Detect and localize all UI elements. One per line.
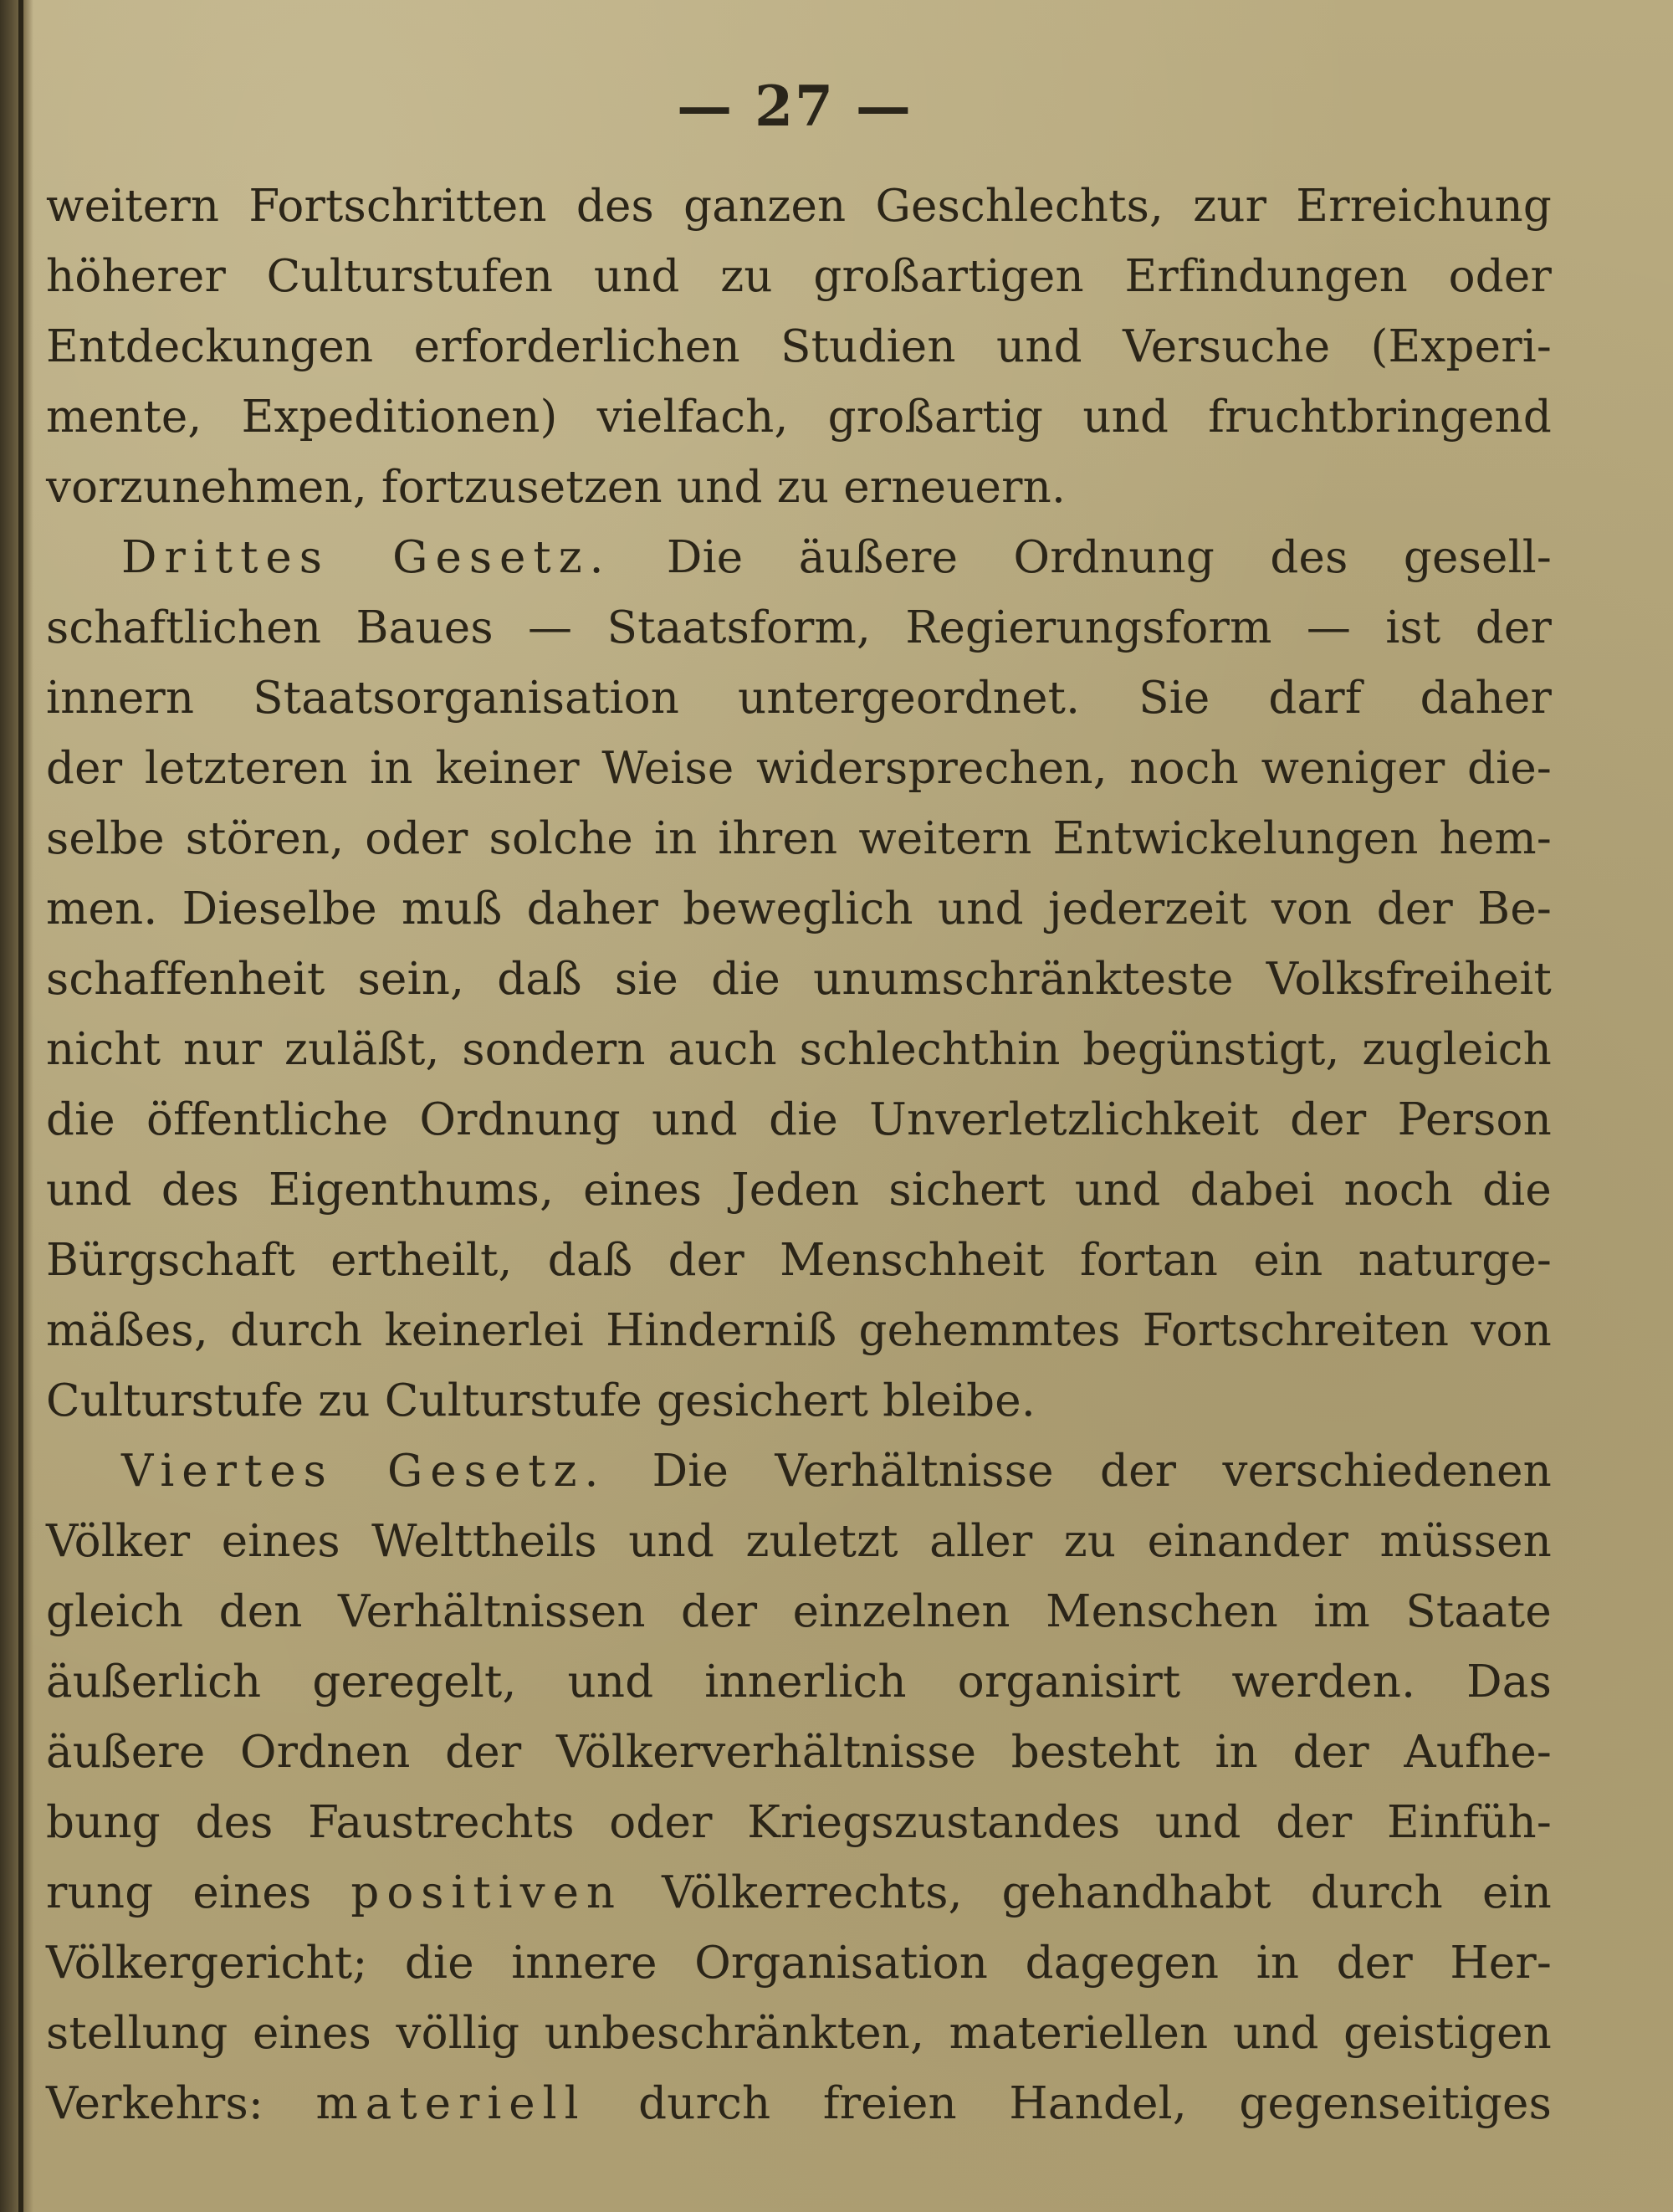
section-heading-line: Drittes Gesetz. Die äußere Ordnung des gesell- bbox=[121, 532, 1552, 583]
text-line: innern Staatsorganisation untergeordnet. Sie darf daher bbox=[46, 673, 1552, 724]
text-line: men. Dieselbe muß daher beweglich und jederzeit von der Be- bbox=[46, 883, 1552, 934]
text-line: stellung eines völlig unbeschränkten, materiellen und geistigen bbox=[46, 2008, 1552, 2059]
text-line: und des Eigenthums, eines Jeden sichert und dabei noch die bbox=[46, 1165, 1552, 1216]
text-line: höherer Culturstufen und zu großartigen Erfindungen oder bbox=[46, 251, 1552, 302]
page-number: — 27 — bbox=[677, 74, 913, 139]
text-line: der letzteren in keiner Weise widersprechen, noch weniger die- bbox=[46, 743, 1552, 794]
text-line: schaftlichen Baues — Staatsform, Regierungsform — ist der bbox=[46, 602, 1552, 653]
text-line: bung des Faustrechts oder Kriegszustandes und der Einfüh- bbox=[46, 1797, 1552, 1848]
text-line: Entdeckungen erforderlichen Studien und Versuche (Experi- bbox=[46, 321, 1552, 372]
text-line: nicht nur zuläßt, sondern auch schlechthin begünstigt, zugleich bbox=[46, 1024, 1552, 1075]
text-line: Bürgschaft ertheilt, daß der Menschheit fortan ein naturge- bbox=[46, 1235, 1552, 1286]
book-gutter-shadow bbox=[0, 0, 33, 2212]
section-title-drittes-gesetz: Drittes Gesetz. bbox=[121, 532, 611, 583]
section-title-viertes-gesetz: Viertes Gesetz. bbox=[121, 1446, 606, 1497]
text-line: Culturstufe zu Culturstufe gesichert bleibe. bbox=[46, 1375, 1036, 1426]
text-line: weitern Fortschritten des ganzen Geschlechts, zur Erreichung bbox=[46, 181, 1552, 232]
text-line: Verkehrs: materiell durch freien Handel, gegenseitiges bbox=[46, 2078, 1552, 2129]
text-line: äußerlich geregelt, und innerlich organisirt werden. Das bbox=[46, 1656, 1552, 1708]
text-line: rung eines positiven Völkerrechts, gehandhabt durch ein bbox=[46, 1867, 1552, 1918]
text-line: gleich den Verhältnissen der einzelnen Menschen im Staate bbox=[46, 1586, 1552, 1637]
text-line: schaffenheit sein, daß sie die unumschränkteste Volksfreiheit bbox=[46, 954, 1552, 1005]
text-line: mäßes, durch keinerlei Hinderniß gehemmtes Fortschreiten von bbox=[46, 1305, 1552, 1356]
emphasis-materiell: materiell bbox=[315, 2078, 586, 2129]
text-line: Völker eines Welttheils und zuletzt aller zu einander müssen bbox=[46, 1516, 1552, 1567]
text-line: die öffentliche Ordnung und die Unverletzlichkeit der Person bbox=[46, 1094, 1552, 1145]
text-line: mente, Expeditionen) vielfach, großartig und fruchtbringend bbox=[46, 392, 1552, 443]
text-line: vorzunehmen, fortzusetzen und zu erneuern. bbox=[46, 462, 1067, 513]
emphasis-positiven: positiven bbox=[350, 1867, 623, 1918]
section-heading-line: Viertes Gesetz. Die Verhältnisse der verschiedenen bbox=[121, 1446, 1552, 1497]
book-spine-edge bbox=[18, 0, 23, 2212]
text-line: Völkergericht; die innere Organisation dagegen in der Her- bbox=[46, 1938, 1552, 1989]
text-line: äußere Ordnen der Völkerverhältnisse besteht in der Aufhe- bbox=[46, 1727, 1552, 1778]
text-line: selbe stören, oder solche in ihren weitern Entwickelungen hem- bbox=[46, 813, 1552, 864]
